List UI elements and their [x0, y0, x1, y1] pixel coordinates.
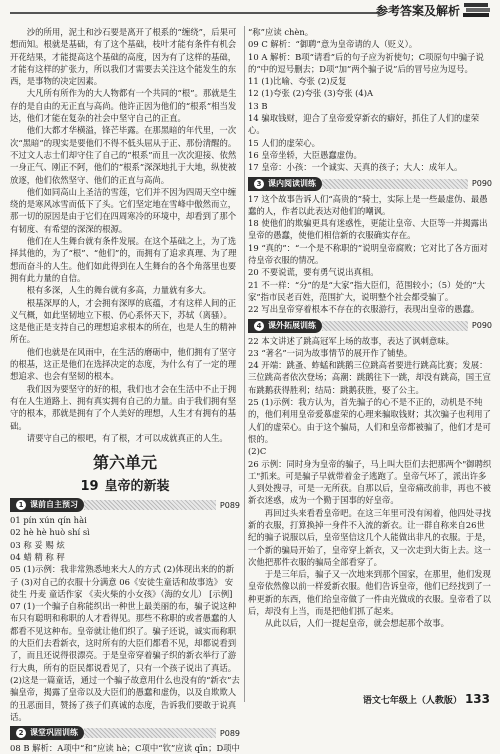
- answer-item: 26 示例：同时身为皇帝的骗子，马上叫大臣们去把那两个"御聘织工"抓来。可是骗子早就带着金子逃跑了。皇帝气坏了，派出许多人到处搜寻，可是一无所获。自那以后，皇帝痛改前非，再也不被新衣迷惑，成为一个勤于国事的好皇帝。: [248, 458, 492, 506]
- right-column: [248, 26, 492, 630]
- footer-label: 语文七年级上（人教版）: [362, 696, 462, 706]
- section-label: [10, 498, 84, 512]
- left-column: [10, 26, 240, 754]
- answer-line: 09 C 解析：“御聘”意为皇帝请的人（贬义）。: [248, 39, 418, 50]
- answer-item: 18 使他们的欺骗更具有迷惑性，更能让皇帝、大臣等一并揭露出皇帝的愚蠢，使他们相信新的衣服确实存在。: [248, 218, 488, 241]
- answer-line: 10 A 解析：B项“请看”后的句子应为祈使句；C项原句中骗子说的“中的逗号删去；D项“加”两个骗子说”后的冒号应为逗号。: [248, 51, 484, 74]
- intro-paragraph: 沙的所用，泥土和沙石要是离开了根系的“缠绕”，后果可想而知。根就是基础，有了这个基础，枝叶才能有条件有机会开花结果，才能提高这个基础的高度，因为有了这样的基础，才能有这样的扩张力，所以我们才需要去关注这个能发生的东西，是事物的决定因素。: [10, 27, 237, 87]
- intro-paragraph: 他们在人生舞台就有条件发展。在这个基础之上，为了选择其他的，为了“根”、“他们”的，而拥有了追求真理、为了理想而奋斗的人生。他们如此得到在人生舞台的各个角落里也要拥有此力量的自信。: [10, 236, 237, 283]
- section-band: [10, 726, 240, 740]
- section-label: [248, 177, 322, 191]
- section-number: 3: [254, 179, 264, 189]
- intro-paragraph: 请要守自己的根吧，有了根，才可以成就真正的人生。: [26, 432, 228, 443]
- section-label: [248, 319, 322, 333]
- answer-line: 17 皇帝：小孩：一个诚实、天真的孩子；大人：成年人。: [248, 162, 463, 173]
- answer-item: 19 “真的”：“一个是不称职的”说明皇帝腐败；它对比了各方面对待皇帝衣服的情况。: [248, 242, 488, 266]
- answer-item: 02 hè hè huò shí sì: [10, 527, 90, 538]
- lesson-number: 19: [80, 479, 99, 495]
- answer-item: 03 称 妥 赐 炫: [10, 539, 65, 550]
- answer-item: 20 不要说谎，要有勇气说出真相。: [248, 267, 379, 278]
- lesson-name: 皇帝的新装: [104, 479, 170, 495]
- section-page: P089: [219, 500, 240, 510]
- header-title: 参考答案及解析: [375, 4, 460, 18]
- column-divider: [244, 26, 245, 702]
- section-label-text: 课内阅读训练: [268, 178, 316, 188]
- section-rule: [322, 179, 468, 189]
- answer-item: 04 蜡 精 称 秤: [10, 551, 65, 562]
- answer-item: 21 不一样：“分”的是“大家”指大臣们，范围较小；（5）处的“大家”指市民老百姓，范围扩大，说明整个社会都受骗了。: [248, 279, 485, 302]
- answer-item: 22 本文讲述了跳高冠军上场的故事，表达了讽刺意味。: [248, 335, 454, 346]
- section-rule: [84, 500, 216, 510]
- section-label: [10, 726, 84, 740]
- page-number: 133: [464, 692, 490, 706]
- section-page: P089: [219, 728, 240, 738]
- answer-item: 08 B 解析：A项中“和”应读 hè；C项中“钦”应读 qīn；D项中: [10, 743, 240, 754]
- section-page: P090: [471, 321, 492, 331]
- section-band: [248, 319, 492, 333]
- intro-paragraph: 他们如同高山上圣洁的雪莲，它们并不因为四周天空中缠绕的是寒风冰雪而低下了头。它们坚定地在雪峰中傲然而立，那一切的原因是由于它们在四周寒冷的环境中，却看到了那个有韧度、有希望的深深的根源。: [10, 186, 237, 234]
- section-rule: [84, 728, 216, 738]
- answer-item: 17 这个故事告诉人们“高贵的”骑士，实际上是一些最虚伪、最愚蠢的人，作者以此表达对他们的嘲讽。: [248, 193, 488, 216]
- answer-item: 从此以后，人们一提起皇帝，就会想起那个故事。: [264, 618, 450, 629]
- intro-paragraph: 他们也就是在风雨中，在生活的磨砺中，他们拥有了坚守的根基，这正是他们在选择决定的态度，为什么有了一定的理想追求、也会有坚韧的根本。: [10, 346, 237, 382]
- intro-paragraph: 他们大都才华横溢，锋芒毕露。在那黑暗的年代里，一次次“黑暗”的现实是要他们不得不低头屈从于正、那份清醒的。不过文人志士们却守住了自己的“根系”而且一次次迎接、依然一身正气、刚正不阿，他们的“根系”深深地扎于大地，纵使被放逐，他们依然坚守、他们的正直与高尚。: [10, 125, 237, 185]
- lesson-title: [10, 475, 240, 494]
- intro-paragraph: 根有多深，人生的舞台就有多高，力量就有多大。: [26, 285, 212, 296]
- answer-line: 13 B: [248, 100, 268, 111]
- section-band: [10, 498, 240, 512]
- section-label-text: 课外拓展训练: [268, 320, 316, 330]
- answer-line: 14 骗取钱财，迎合了皇帝爱穿新衣的癖好，抓住了人们的虚荣心。: [248, 113, 480, 136]
- answer-item: (2)C: [248, 446, 267, 457]
- section-page: P090: [471, 179, 492, 189]
- answer-item: 05 (1)示例：我非常熟悉地来大人的方式 (2)体现出来的的新子 (3)对自己的衣服十分满意 06《安徒生童话和故事选》 安徒生 丹麦 童话作家 《卖火柴的小女孩》（海的女儿） [示例]: [10, 564, 234, 599]
- section-label-text: 课前自主预习: [30, 500, 78, 510]
- section-number: 2: [16, 728, 26, 738]
- answer-item: 24 开端：跳蚤、蚱蜢和跳鹅三位跳高者要进行跳高比赛；发展：三位跳高者依次登场；高潮：跳鹅往下一跳，却没有跳高，国王宣布跳鹅获得胜利；结局：跳鹅获胜，娶了公主。: [248, 360, 491, 395]
- header-rule: [10, 12, 380, 14]
- section-number: 4: [254, 321, 264, 331]
- intro-paragraph: 大凡所有所作为的大人物都有一个共同的“根”。那就是生存的是自由的无正直与高尚。他许正因为他们的“根系”相当发达，他们才能在复杂的社会中坚守自己的正直。: [10, 88, 237, 124]
- intro-paragraph: 根基深厚的人，才会拥有深厚的底蕴，才有这样人间的正义气概，如此坚韧地立下根、仍心系怀天下，苏轼（离骚）。这是他正是支持自己的理想追求根本的所在，也是人生的精神所在。: [10, 297, 237, 345]
- answer-item: 25 (1)示例：我方认为，首先骗子的心不是不正的，动机是不纯的，他们利用皇帝爱慕虚荣的心理来骗取钱财；其次骗子也利用了人们的虚荣心。由于这个骗局，人们和皇帝都被骗了，他们才是可恨的。: [248, 397, 491, 444]
- page-footer: [363, 692, 490, 706]
- section-band: [248, 177, 492, 191]
- answer-item: 01 pín xún qín hài: [10, 515, 87, 526]
- answer-item: 07 (1)一个骗子自称能织出一种世上最美丽的布，骗子说这种布只有聪明和称职的人才看得见。那些不称职的或者愚蠢的人都看不见这种布。皇帝就让他们织了。骗子还说，诚实而称职的大臣们去看新衣，这时所有的大臣们都看不见，却都说看到了，而且还说得很漂亮。于是皇帝穿着骗子织的新衣举行了游行大典，所有的臣民都说看见了，只有一个孩子说出了真话。: [10, 601, 237, 673]
- answer-item: (2)这是一篇童话，通过一个骗子故意用什么也没有的“新衣”去骗皇帝，揭露了皇帝以及大臣们的愚蠢和虚伪，以及自欺欺人的丑恶面目，赞扬了孩子们真诚的态度，告诉我们要敢于说真话。: [10, 674, 240, 722]
- answer-line: 11 (1)比喻、夸张 (2)反复: [248, 76, 347, 87]
- answer-line: 16 皇帝坐轿，大臣愚蠢虚伪。: [248, 149, 362, 160]
- answer-item: 23 “著名”一词为故事情节的展开作了铺垫。: [248, 347, 413, 358]
- answer-line: 15 人们的虚荣心。: [248, 137, 320, 148]
- intro-paragraph: 我们因为要坚守的好的根，我们也才会在生活中不止于拥有在人生道路上、拥有真实拥有自己的力量。由于我们拥有坚守的根本，那就是拥有了个人美好的理想，人生才有拥有的基础。: [10, 383, 237, 431]
- answer-item: 于是三年后，骗子又一次地来到那个国家，在那里，他们发现皇帝依然像以前一样爱新衣服。他们告诉皇帝，他们已经找到了一种更新的东西，他们给皇帝做了一件由光做成的衣服。皇帝看了以后，却没有上当，而是把他们抓了起来。: [248, 569, 491, 617]
- answer-item: 22 写出皇帝穿着根本不存在的衣服游行，表现出皇帝的愚蠢。: [248, 304, 480, 315]
- unit-title: 第六单元: [92, 453, 157, 473]
- answer-line: “称”应读 chèn。: [248, 27, 314, 37]
- section-label-text: 课堂巩固训练: [30, 728, 78, 738]
- section-number: 1: [16, 500, 26, 510]
- answer-item: 再回过头来看看皇帝吧。在这三年里可没有闲着，他四处寻找新的衣服，打算换掉一身件不入流的新衣。让一群自称来自26世纪的骗子说服以后，皇帝坚信这几个人能做出非凡的衣服。于是，一个新的骗局开始了，皇帝穿上新衣，又一次走到大街上去。这一次他把那件衣服的骗局全部看穿了。: [248, 507, 491, 567]
- section-rule: [322, 321, 468, 331]
- book-stack-icon: [462, 0, 492, 20]
- answer-line: 12 (1)夸张 (2)夸张 (3)夸张 (4)A: [248, 88, 374, 99]
